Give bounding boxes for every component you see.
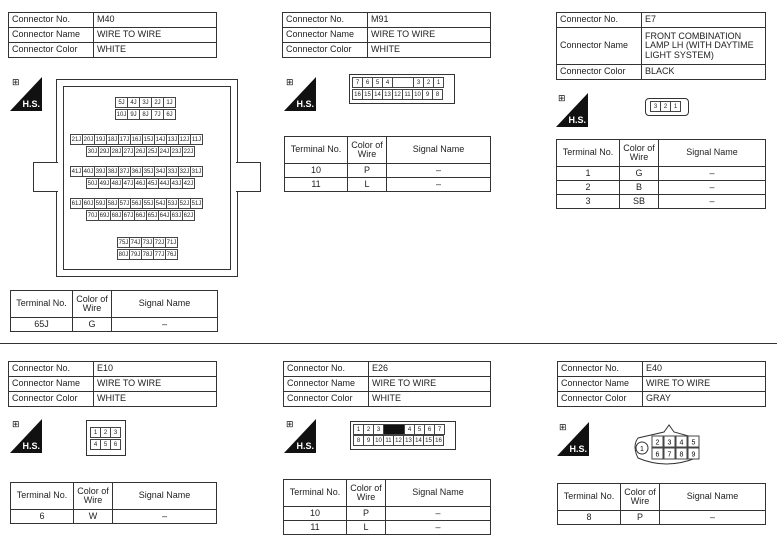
connector-info-e40: Connector No. E40 Connector Name WIRE TO WIRE Connector Color GRAY <box>557 361 766 407</box>
label-connector-no: Connector No. <box>9 13 94 28</box>
pin-cell: 39J <box>94 166 107 177</box>
pin-cell: 20J <box>82 134 95 145</box>
pin-cell: 65J <box>146 210 159 221</box>
connector-plug-icon: ⊞ <box>12 78 20 88</box>
connector-color-value: WHITE <box>94 43 217 58</box>
pin-cell: 33J <box>166 166 179 177</box>
connector-latch-right <box>236 162 261 192</box>
pin-cell: 5 <box>100 439 111 450</box>
pin-cell: 49J <box>98 178 111 189</box>
pin-cell: 64J <box>158 210 171 221</box>
pin-cell: 6 <box>424 424 435 435</box>
pin-cell: 3 <box>110 427 121 438</box>
pin-cell: 2J <box>151 97 164 108</box>
table-row: 2 B – <box>557 181 766 195</box>
terminal-table-m40: Terminal No. Color of Wire Signal Name 65J G – <box>10 290 218 332</box>
connector-plug-icon: ⊞ <box>286 78 294 88</box>
pin-cell: 15J <box>142 134 155 145</box>
pin-cell: 1 <box>90 427 101 438</box>
pin-cell: 44J <box>158 178 171 189</box>
pin-label: 7 <box>667 451 672 459</box>
pin-row-2 <box>353 435 443 446</box>
connector-info-e10: Connector No. E10 Connector Name WIRE TO WIRE Connector Color WHITE <box>8 361 217 407</box>
pin-cell: 10J <box>115 109 128 120</box>
pin-row-2 <box>352 89 442 100</box>
pin-cell: 74J <box>129 237 142 248</box>
pin-cell: 11 <box>383 435 394 446</box>
connector-no-value: M40 <box>94 13 217 28</box>
pin-row-b2 <box>117 249 177 260</box>
pin-cell: 5 <box>414 424 425 435</box>
connector-plug-icon: ⊞ <box>558 94 566 104</box>
pin-row-3 <box>70 166 202 177</box>
pin-row-4 <box>86 178 194 189</box>
pin-cell: 13 <box>403 435 414 446</box>
pin-cell: 13J <box>166 134 179 145</box>
pin-cell: 18J <box>106 134 119 145</box>
table-row: 3 SB – <box>557 195 766 209</box>
pin-cell: 5 <box>372 77 383 88</box>
pin-cell: 4 <box>382 77 393 88</box>
pin-cell: 11J <box>190 134 203 145</box>
connector-info-m91: Connector No. M91 Connector Name WIRE TO WIRE Connector Color WHITE <box>282 12 491 58</box>
pin-cell: 35J <box>142 166 155 177</box>
table-row: 11 L – <box>284 521 491 535</box>
connector-face-e7 <box>645 98 689 116</box>
pin-cell: 59J <box>94 198 107 209</box>
pin-row <box>650 101 680 112</box>
pin-cell: 42J <box>182 178 195 189</box>
table-row: 11 L – <box>285 178 491 192</box>
pin-row-top2 <box>115 109 175 120</box>
pin-cell: 43J <box>170 178 183 189</box>
connector-face-e26 <box>350 421 456 450</box>
pin-cell: 15 <box>362 89 373 100</box>
pin-cell: 4J <box>127 97 140 108</box>
pin-cell: 57J <box>118 198 131 209</box>
connector-face-m40 <box>56 79 238 277</box>
pin-cell: 9J <box>127 109 140 120</box>
pin-cell: 56J <box>130 198 143 209</box>
pin-cell: 66J <box>134 210 147 221</box>
pin-cell: 41J <box>70 166 83 177</box>
pin-row-1 <box>90 427 120 438</box>
pin-row-2 <box>90 439 120 450</box>
pin-cell: 12J <box>178 134 191 145</box>
pin-cell: 16 <box>352 89 363 100</box>
harness-side-icon: ⊞ H.S. <box>558 94 586 125</box>
pin-label: 4 <box>679 439 684 447</box>
connector-info-e7: Connector No. E7 Connector Name FRONT COMBINATION LAMP LH (WITH DAYTIME LIGHT SYSTEM) Connector Color BLACK <box>556 12 766 80</box>
pin-cell: 3 <box>373 424 384 435</box>
pin-cell: 60J <box>82 198 95 209</box>
connector-plug-icon: ⊞ <box>12 420 20 430</box>
pin-cell: 36J <box>130 166 143 177</box>
pin-cell: 3J <box>139 97 152 108</box>
pin-row-1 <box>70 134 202 145</box>
table-row: 10 P – <box>285 164 491 178</box>
pin-cell: 48J <box>110 178 123 189</box>
pin-label: 9 <box>691 451 696 459</box>
table-row: 6 W – <box>11 510 217 524</box>
pin-cell: 79J <box>129 249 142 260</box>
pin-cell: 54J <box>154 198 167 209</box>
pin-cell: 71J <box>165 237 178 248</box>
pin-row-1 <box>353 424 444 435</box>
pin-1: 1 <box>640 446 644 453</box>
pin-cell: 55J <box>142 198 155 209</box>
connector-info-m40 <box>8 12 217 58</box>
pin-cell: 8J <box>139 109 152 120</box>
terminal-table-e40: Terminal No. Color of Wire Signal Name 8 P – <box>557 483 766 525</box>
pin-cell: 17J <box>118 134 131 145</box>
pin-cell: 22J <box>182 146 195 157</box>
harness-side-icon: ⊞ H.S. <box>286 420 314 451</box>
pin-cell: 1 <box>670 101 681 112</box>
table-row: 10 P – <box>284 507 491 521</box>
pin-cell: 24J <box>158 146 171 157</box>
pin-cell: 69J <box>98 210 111 221</box>
table-row: 1 G – <box>557 167 766 181</box>
pin-cell: 32J <box>178 166 191 177</box>
pin-cell: 47J <box>122 178 135 189</box>
pin-cell: 80J <box>117 249 130 260</box>
pin-cell: 68J <box>110 210 123 221</box>
pin-cell: 12 <box>393 435 404 446</box>
pin-cell: 40J <box>82 166 95 177</box>
pin-cell: 72J <box>153 237 166 248</box>
pin-cell: 8 <box>432 89 443 100</box>
pin-label: 8 <box>679 451 684 459</box>
pin-cell: 9 <box>422 89 433 100</box>
pin-cell: 51J <box>190 198 203 209</box>
pin-label: 2 <box>655 439 660 447</box>
pin-cell: 77J <box>153 249 166 260</box>
pin-cell: 58J <box>106 198 119 209</box>
pin-cell: 2 <box>423 77 434 88</box>
connector-plug-icon: ⊞ <box>286 420 294 430</box>
pin-cell: 12 <box>392 89 403 100</box>
pin-cell: 62J <box>182 210 195 221</box>
pin-cell: 73J <box>141 237 154 248</box>
pin-cell: 1 <box>433 77 444 88</box>
pin-label: 3 <box>667 439 672 447</box>
pin-cell: 10 <box>373 435 384 446</box>
pin-cell: 9 <box>363 435 374 446</box>
pin-cell: 2 <box>363 424 374 435</box>
pin-cell: 16J <box>130 134 143 145</box>
pin-cell: 3 <box>413 77 424 88</box>
connector-name-value: WIRE TO WIRE <box>94 28 217 43</box>
connector-latch-left <box>33 162 58 192</box>
pin-cell: 23J <box>170 146 183 157</box>
pin-cell: 34J <box>154 166 167 177</box>
terminal-table-m91: Terminal No. Color of Wire Signal Name 10 P – 11 L – <box>284 136 491 192</box>
pin-cell: 25J <box>146 146 159 157</box>
label-connector-name: Connector Name <box>9 28 94 43</box>
table-row: 8 P – <box>558 511 766 525</box>
terminal-table-e7: Terminal No. Color of Wire Signal Name 1 G – 2 B – 3 SB – <box>556 139 766 209</box>
pin-row-2 <box>86 146 194 157</box>
blank-cavity <box>392 77 414 88</box>
pin-cell: 13 <box>382 89 393 100</box>
pin-cell: 31J <box>190 166 203 177</box>
pin-cell: 50J <box>86 178 99 189</box>
pin-cell: 53J <box>166 198 179 209</box>
pin-cell: 6J <box>163 109 176 120</box>
pin-label: 6 <box>655 451 660 459</box>
pin-cell: 6 <box>362 77 373 88</box>
pin-cell: 2 <box>100 427 111 438</box>
connector-face-e10 <box>86 420 126 456</box>
connector-info-e26: Connector No. E26 Connector Name WIRE TO WIRE Connector Color WHITE <box>283 361 491 407</box>
pin-cell: 30J <box>86 146 99 157</box>
harness-side-icon: ⊞ H.S. <box>559 423 587 454</box>
pin-cell: 14J <box>154 134 167 145</box>
blank-cavity <box>383 424 405 435</box>
pin-cell: 29J <box>98 146 111 157</box>
connector-face-e40 <box>626 424 706 468</box>
pin-cell: 10 <box>412 89 423 100</box>
pin-cell: 6 <box>110 439 121 450</box>
pin-label: 5 <box>691 439 696 447</box>
pin-cell: 52J <box>178 198 191 209</box>
pin-cell: 67J <box>122 210 135 221</box>
pin-cell: 7 <box>352 77 363 88</box>
pin-cell: 78J <box>141 249 154 260</box>
pin-cell: 21J <box>70 134 83 145</box>
pin-cell: 1J <box>163 97 176 108</box>
pin-cell: 2 <box>660 101 671 112</box>
pin-row-5 <box>70 198 202 209</box>
pin-row-6 <box>86 210 194 221</box>
pin-cell: 16 <box>433 435 444 446</box>
harness-side-icon: ⊞ H.S. <box>12 78 40 109</box>
pin-cell: 4 <box>404 424 415 435</box>
pin-cell: 4 <box>90 439 101 450</box>
pin-cell: 14 <box>413 435 424 446</box>
section-divider <box>0 343 777 344</box>
pin-cell: 11 <box>402 89 413 100</box>
harness-side-icon: ⊞ H.S. <box>286 78 314 109</box>
pin-cell: 7J <box>151 109 164 120</box>
terminal-table-e10: Terminal No. Color of Wire Signal Name 6 W – <box>10 482 217 524</box>
connector-face-m91 <box>349 74 455 104</box>
pin-cell: 14 <box>372 89 383 100</box>
pin-cell: 46J <box>134 178 147 189</box>
pin-cell: 37J <box>118 166 131 177</box>
pin-cell: 61J <box>70 198 83 209</box>
terminal-table-e26: Terminal No. Color of Wire Signal Name 10 P – 11 L – <box>283 479 491 535</box>
connector-plug-icon: ⊞ <box>559 423 567 433</box>
pin-row-top1 <box>115 97 175 108</box>
pin-cell: 26J <box>134 146 147 157</box>
pin-cell: 3 <box>650 101 661 112</box>
pin-row-1 <box>352 77 443 88</box>
pin-cell: 63J <box>170 210 183 221</box>
label-connector-color: Connector Color <box>9 43 94 58</box>
pin-cell: 8 <box>353 435 364 446</box>
harness-side-icon: ⊞ H.S. <box>12 420 40 451</box>
pin-cell: 75J <box>117 237 130 248</box>
pin-cell: 5J <box>115 97 128 108</box>
pin-row-b1 <box>117 237 177 248</box>
pin-cell: 15 <box>423 435 434 446</box>
pin-cell: 38J <box>106 166 119 177</box>
table-row: 65J G – <box>11 318 218 332</box>
pin-cell: 70J <box>86 210 99 221</box>
pin-cell: 1 <box>353 424 364 435</box>
pin-cell: 45J <box>146 178 159 189</box>
pin-cell: 28J <box>110 146 123 157</box>
pin-cell: 19J <box>94 134 107 145</box>
pin-cell: 7 <box>434 424 445 435</box>
pin-cell: 27J <box>122 146 135 157</box>
pin-cell: 76J <box>165 249 178 260</box>
